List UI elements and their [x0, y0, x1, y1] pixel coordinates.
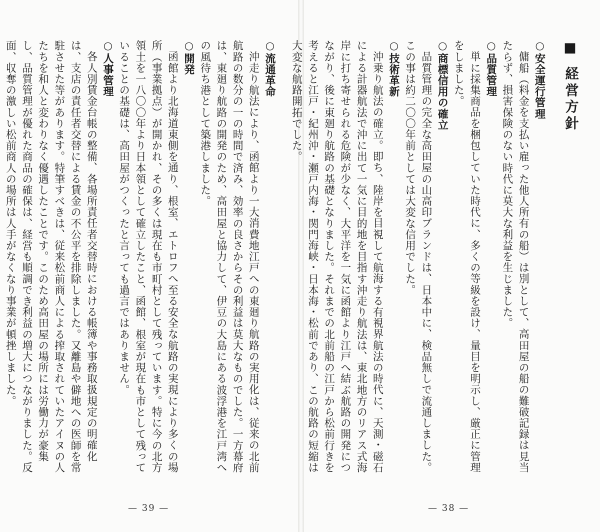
page-39: [0, 0, 298, 532]
chapter-marker-icon: ■: [562, 40, 578, 59]
page-number-39: — 39 —: [128, 504, 170, 514]
page-39-body: [4, 40, 278, 480]
section-heading-distribution: ○流通革命: [264, 40, 276, 98]
page-number-38: — 38 —: [428, 504, 470, 514]
section-heading-quality: ○品質管理: [485, 40, 498, 98]
section-text-innovation: 沖乗り航法の確立。即ち、陸岸を目視して航海する有視界航法の時代に、天測・磁石による計器航法で沖に出て一気に目的地を目指す沖走り航法は、東北地方のリアス式海岸に打ち寄せられる危険が少なく、大平洋を一気に函館より江戸へ結ぶ航路の開発につながり、後に東廻り航路の基礎となりました。それまでの北前船の江戸から松前行きを考えると江戸・紀州沖・瀬戸内海・関門海峡・日本海・松前であり、この航路の短縮は大変な航路開拓でした。: [290, 40, 384, 473]
chapter-title: ■ 経営方針: [562, 40, 578, 133]
section-text-development: 函館より北海道東側を通り、根室、エトロフへ至る安全な航路の実現により多くの場所（事業拠点）が開かれ、その多くは現在も市町村として残っています。特に今の北方領土を一八〇〇年より日本領として確立したこと、函館、根室が現在も市として残っていることの基礎は、高田屋がつくったと言っても過言ではありません。: [118, 40, 179, 473]
section-text-brand: 品質管理の完全な高田屋の山高印ブランドは、日本中に、検品無しで流通しました。この事は約二〇〇年前としては大変な信用でした。: [404, 40, 433, 473]
section-text-quality: 単に採集商品を梱包していた時代に、多くの等級を設け、量目を明示し、厳正に管理をしました。: [452, 40, 481, 473]
section-heading-safety: ○安全運行管理: [533, 40, 546, 120]
section-text-distribution: 沖走り航法により、函館より一大消費地江戸への東廻り航路の実用化は、従来の北前航路の数分の一の時間で済み、効率の良さからその利益は莫大なものでした。一方幕府は、東廻り航路の開発のため、高田屋と協力して、伊豆の大島にある波浮港を江戸湾への風待ち港として築港しました。: [199, 40, 260, 473]
page-38-body: [290, 40, 578, 480]
section-heading-personnel: ○人事管理: [101, 40, 114, 98]
section-text-personnel: 各人別賃金台帳の整備、各場所責任者交替時における帳簿や事務取扱規定の明確化は、支店の責任者交替による賃金の不公平を排除しました。又離島や僻地への医師を常駐させた等があります。特筆すべきは、従来松前商人による搾取されていたアイヌの人たちを和人と変わりなく優遇したことです。このため高田屋の場所には労働力が豪集し、品質管理が優れた商品の確保は、経営も順調でき利益の増大につながりました。反面、収奪の激しい松前商人の場所は人手がなくなり事業が頓挫しました。: [4, 40, 98, 473]
section-heading-brand: ○商標信用の確立: [436, 40, 449, 131]
page-38: [290, 0, 600, 532]
section-heading-development: ○開発: [182, 40, 195, 75]
section-text-safety: 傭船（料金を支払い雇った他人所有の船）は別として、高田屋の船の難破記録は見当たらず、損害保険のない時代に莫大な利益を生じました。: [501, 40, 530, 473]
section-heading-innovation: ○技術革新: [387, 40, 400, 98]
